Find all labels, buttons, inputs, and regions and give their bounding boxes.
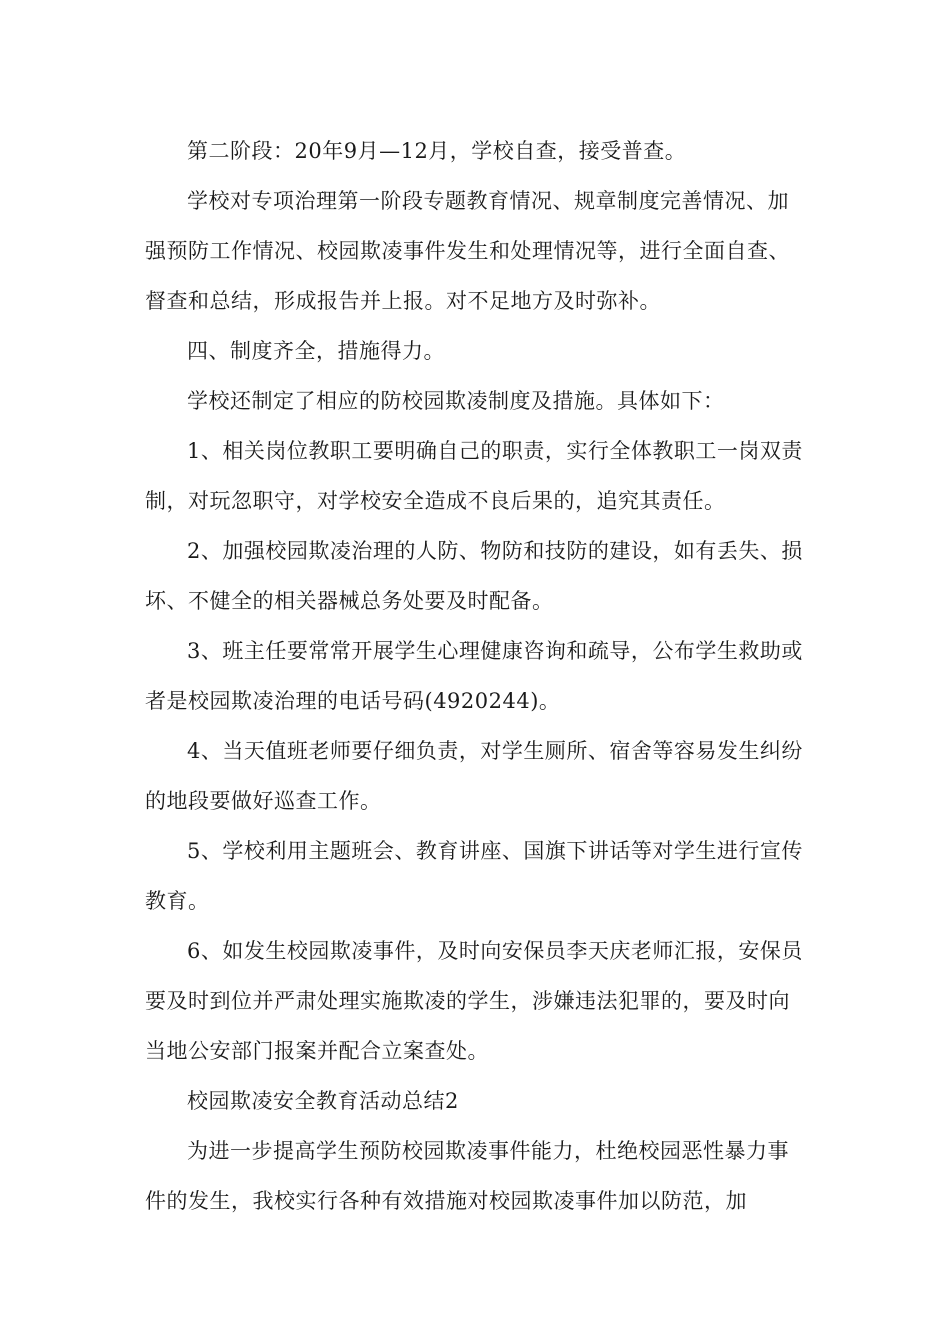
- list-item-6: 6、如发生校园欺凌事件，及时向安保员李天庆老师汇报，安保员要及时到位并严肃处理实施欺凌的学生，涉嫌违法犯罪的，要及时向当地公安部门报案并配合立案查处。: [145, 939, 803, 1063]
- list-item-5: 5、学校利用主题班会、教育讲座、国旗下讲话等对学生进行宣传教育。: [145, 839, 803, 913]
- list-item-1: 1、相关岗位教职工要明确自己的职责，实行全体教职工一岗双责制，对玩忽职守，对学校安全造成不良后果的，追究其责任。: [145, 439, 803, 513]
- paragraph-phase-two: 第二阶段：20年9月—12月，学校自查，接受普查。: [187, 139, 687, 163]
- paragraph-self-check: 学校对专项治理第一阶段专题教育情况、规章制度完善情况、加强预防工作情况、校园欺凌事件发生和处理情况等，进行全面自查、督查和总结，形成报告并上报。对不足地方及时弥补。: [145, 189, 790, 313]
- list-item-3: 3、班主任要常常开展学生心理健康咨询和疏导，公布学生救助或者是校园欺凌治理的电话号码(4920244)。: [145, 639, 803, 713]
- document-body: [145, 126, 810, 1226]
- section-heading-four: 四、制度齐全，措施得力。: [187, 339, 445, 363]
- paragraph-measures-intro: 学校还制定了相应的防校园欺凌制度及措施。具体如下：: [187, 389, 725, 413]
- paragraph-summary-2-intro: 为进一步提高学生预防校园欺凌事件能力，杜绝校园恶性暴力事件的发生，我校实行各种有效措施对校园欺凌事件加以防范，加: [145, 1139, 789, 1213]
- list-item-2: 2、加强校园欺凌治理的人防、物防和技防的建设，如有丢失、损坏、不健全的相关器械总务处要及时配备。: [145, 539, 803, 613]
- section-title-summary-2: 校园欺凌安全教育活动总结2: [187, 1089, 459, 1113]
- list-item-4: 4、当天值班老师要仔细负责，对学生厕所、宿舍等容易发生纠纷的地段要做好巡查工作。: [145, 739, 803, 813]
